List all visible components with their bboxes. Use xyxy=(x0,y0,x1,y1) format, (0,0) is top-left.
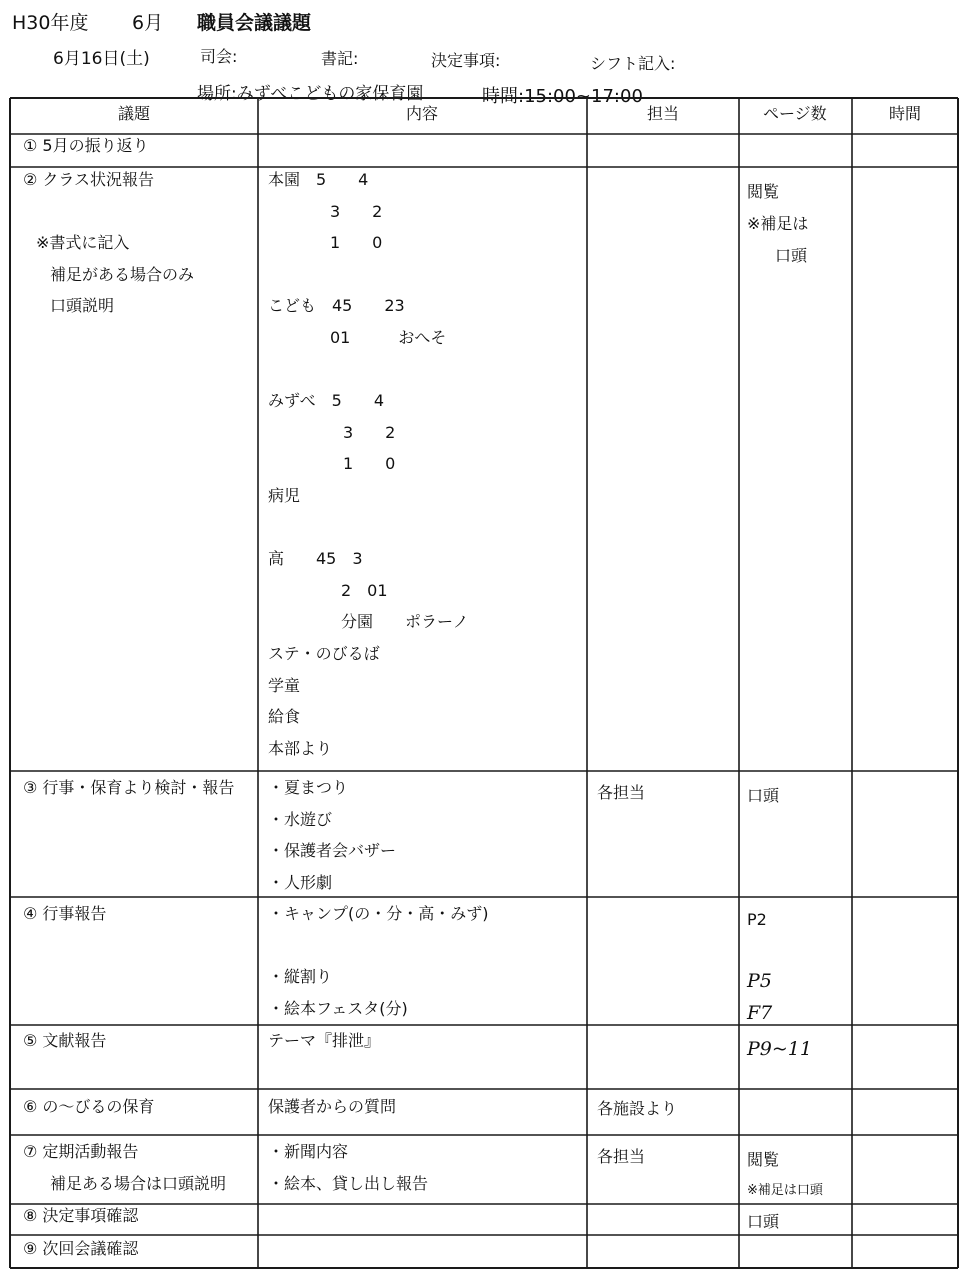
agenda-content: ・絵本、貸し出し報告 xyxy=(268,1173,429,1193)
agenda-owner: 各担当 xyxy=(597,1147,646,1166)
agenda-content: 3 2 xyxy=(343,422,396,442)
column-header: 担当 xyxy=(647,104,680,123)
column-header: 内容 xyxy=(406,104,439,123)
agenda-topic: ※書式に記入 xyxy=(36,233,130,252)
agenda-topic: ⑦ 定期活動報告 xyxy=(23,1142,139,1161)
agenda-pages: 口頭 xyxy=(747,1212,780,1231)
fiscal-year: H30年度 xyxy=(12,12,89,34)
agenda-content: 保護者からの質問 xyxy=(268,1097,397,1116)
agenda-content: ・夏まつり xyxy=(268,778,349,797)
agenda-content: 病児 xyxy=(268,486,301,505)
agenda-topic: 口頭説明 xyxy=(50,296,115,315)
agenda-content: こども 45 23 xyxy=(268,296,405,316)
agenda-content: 1 0 xyxy=(330,233,383,253)
shift-entry-label: シフト記入: xyxy=(590,54,676,73)
chair-label: 司会: xyxy=(200,47,238,66)
meeting-time: 時間:15:00~17:00 xyxy=(482,86,643,107)
agenda-content: ・保護者会バザー xyxy=(268,841,397,861)
agenda-topic: ⑥ の～びるの保育 xyxy=(23,1097,155,1116)
agenda-content: みずべ 5 4 xyxy=(268,391,385,411)
agenda-content: 分園 ポラーノ xyxy=(341,612,469,632)
secretary-label: 書記: xyxy=(321,49,359,68)
agenda-content: 給食 xyxy=(268,707,301,727)
meeting-place: 場所:みずべこどもの家保育園 xyxy=(197,84,424,104)
agenda-pages: 閲覧 xyxy=(747,182,780,201)
agenda-pages: P5 xyxy=(747,970,772,992)
column-header: 議題 xyxy=(118,104,151,123)
agenda-owner: 各担当 xyxy=(597,783,646,802)
agenda-content: ・人形劇 xyxy=(268,872,333,892)
agenda-content: 01 おへそ xyxy=(330,328,447,347)
agenda-pages: F7 xyxy=(747,1002,773,1024)
agenda-content: 本園 5 4 xyxy=(268,170,369,189)
agenda-topic: ② クラス状況報告 xyxy=(23,170,154,189)
agenda-content: 2 01 xyxy=(341,580,388,600)
agenda-content: ステ・のびるば xyxy=(268,644,380,663)
agenda-topic: ③ 行事・保育より検討・報告 xyxy=(23,778,235,797)
meeting-month: 6月 xyxy=(132,12,164,34)
agenda-content: ・縦割り xyxy=(268,967,333,987)
column-header: 時間 xyxy=(889,104,922,123)
agenda-pages: 閲覧 xyxy=(747,1150,780,1169)
agenda-pages: P2 xyxy=(747,910,767,929)
agenda-content: ・キャンプ(の・分・高・みず) xyxy=(268,904,489,923)
agenda-content: 1 0 xyxy=(343,454,396,474)
agenda-content: ・水遊び xyxy=(268,809,333,829)
agenda-content: 3 2 xyxy=(330,201,383,221)
agenda-content: 高 45 3 xyxy=(268,549,363,569)
agenda-topic: ① 5月の振り返り xyxy=(23,136,149,155)
agenda-content: テーマ『排泄』 xyxy=(268,1031,381,1050)
decisions-label: 決定事項: xyxy=(431,51,501,70)
page-title: 職員会議議題 xyxy=(197,12,312,34)
agenda-topic: 補足がある場合のみ xyxy=(50,265,195,284)
agenda-pages: ※補足は xyxy=(747,214,809,233)
column-header: ページ数 xyxy=(763,104,827,123)
agenda-topic: ④ 行事報告 xyxy=(23,904,107,923)
meeting-date: 6月16日(土) xyxy=(53,49,150,69)
agenda-pages: 口頭 xyxy=(775,246,808,265)
agenda-content: ・絵本フェスタ(分) xyxy=(268,998,408,1018)
agenda-topic: ⑨ 次回会議確認 xyxy=(23,1239,139,1258)
agenda-content: ・新聞内容 xyxy=(268,1142,349,1161)
agenda-topic: ⑧ 決定事項確認 xyxy=(23,1206,139,1225)
agenda-pages: P9~11 xyxy=(747,1038,812,1060)
agenda-content: 本部より xyxy=(268,738,333,758)
agenda-pages: ※補足は口頭 xyxy=(747,1183,823,1198)
agenda-content: 学童 xyxy=(268,675,301,695)
agenda-pages: 口頭 xyxy=(747,786,780,805)
agenda-owner: 各施設より xyxy=(597,1099,678,1118)
agenda-topic: 補足ある場合は口頭説明 xyxy=(50,1174,227,1193)
agenda-topic: ⑤ 文献報告 xyxy=(23,1031,107,1050)
